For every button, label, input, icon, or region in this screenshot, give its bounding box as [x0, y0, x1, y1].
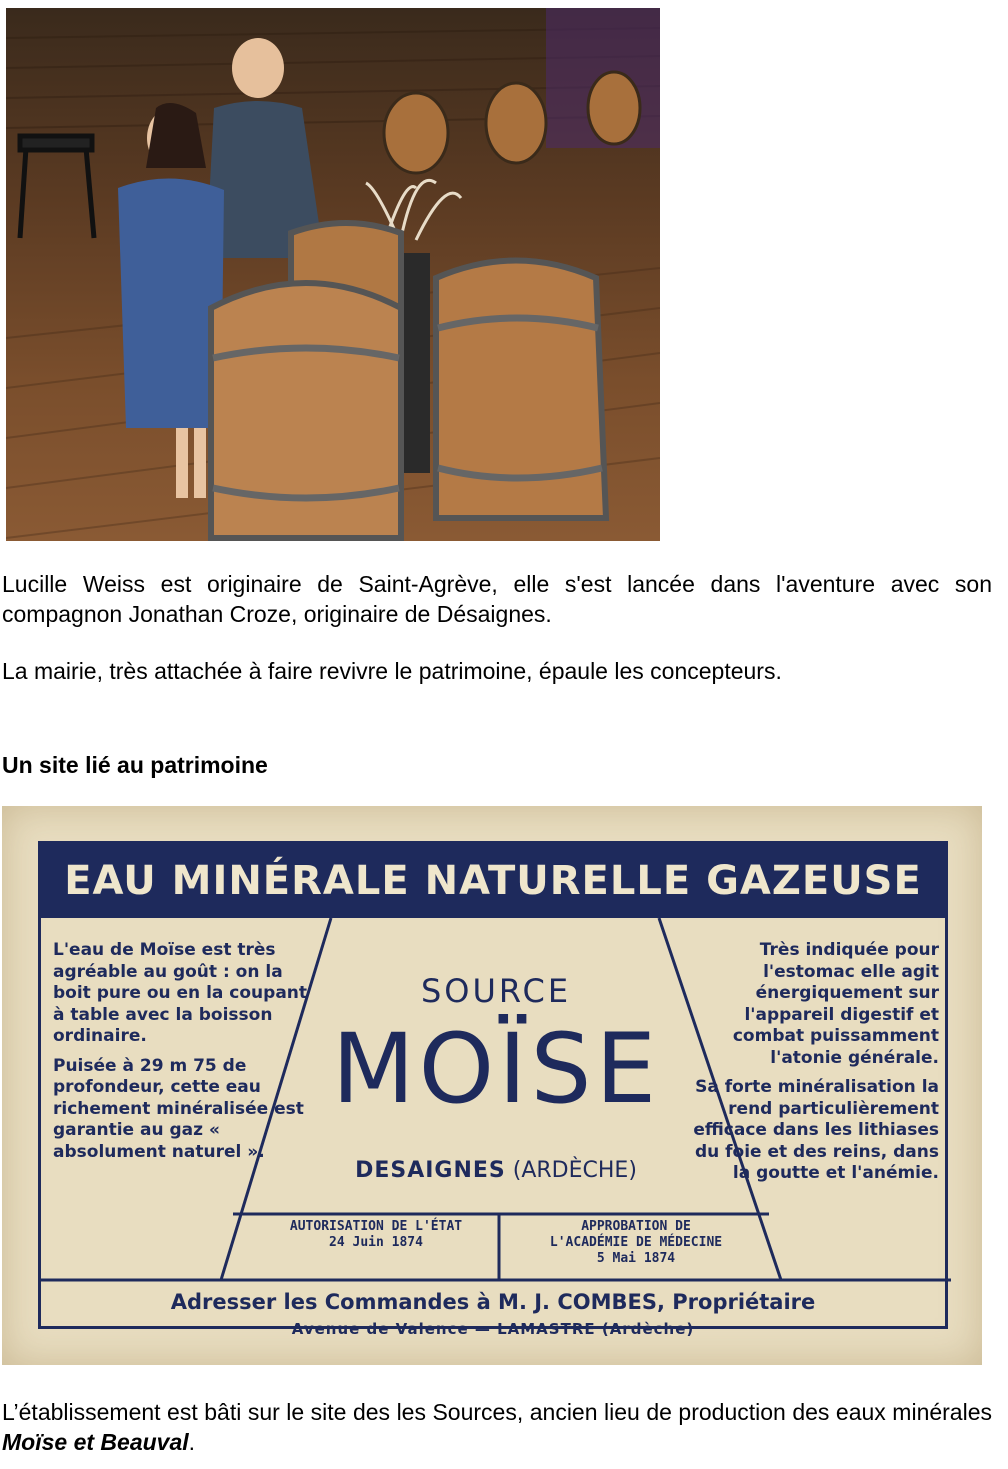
- establishment-text-bold: Moïse et Beauval: [2, 1429, 189, 1455]
- establishment-text-start: L’établissement est bâti sur le site des les Sources, ancien lieu de production des eaux minérales: [2, 1399, 992, 1425]
- label-town-name: DESAIGNES: [355, 1158, 506, 1183]
- label-left-para-1: L'eau de Moïse est très agréable au goût : on la boit pure ou en la coupant à table avec la boisson ordinaire.: [53, 940, 308, 1046]
- label-approbation: [511, 1219, 761, 1267]
- label-appr-line-2: L'ACADÉMIE DE MÉDECINE: [549, 1235, 723, 1250]
- photo-icon: [6, 8, 660, 541]
- label-source: SOURCE: [420, 972, 572, 1010]
- label-right-para-2: Sa forte minéralisation la rend particulièrement efficace dans les lithiases du foie et des reins, dans la goutte et l'anémie.: [693, 1077, 939, 1183]
- label-right-text: [677, 940, 939, 1193]
- label-authorisation: [251, 1219, 501, 1251]
- label-right-para-1: Très indiquée pour l'estomac elle agit énergiquement sur l'appareil digestif et combat puissamment l'atonie générale.: [732, 940, 939, 1068]
- section-heading: Un site lié au patrimoine: [2, 752, 268, 778]
- mairie-paragraph: La mairie, très attachée à faire revivre le patrimoine, épaule les concepteurs.: [2, 658, 782, 684]
- founders-photo: [6, 8, 660, 541]
- label-left-para-2: Puisée à 29 m 75 de profondeur, cette eau richement minéralisée est garantie au gaz « absolument naturel ».: [53, 1055, 304, 1162]
- label-address-line-1: Adresser les Commandes à M. J. COMBES, Propriétaire: [170, 1290, 816, 1314]
- establishment-text-end: .: [188, 1429, 196, 1455]
- label-frame: [38, 841, 948, 1338]
- label-auth-line-2: 24 Juin 1874: [329, 1235, 423, 1250]
- label-left-text: [53, 940, 308, 1171]
- label-town: [321, 1158, 671, 1183]
- intro-paragraph: Lucille Weiss est originaire de Saint-Agrève, elle s'est lancée dans l'aventure avec son compagnon Jonathan Croze, originaire de Désaignes.: [2, 571, 992, 627]
- label-address-line-2: Avenue de Valence — LAMASTRE (Ardèche): [291, 1320, 695, 1338]
- label-band-title: EAU MINÉRALE NATURELLE GAZEUSE: [41, 844, 945, 918]
- establishment-paragraph: [2, 1397, 992, 1457]
- label-moise: MOÏSE: [331, 1013, 661, 1125]
- label-region: (ARDÈCHE): [512, 1158, 637, 1183]
- moise-label-image: [2, 806, 982, 1365]
- label-auth-line-1: AUTORISATION DE L'ÉTAT: [289, 1219, 463, 1234]
- label-appr-line-3: 5 Mai 1874: [596, 1251, 676, 1266]
- label-appr-line-1: APPROBATION DE: [581, 1219, 691, 1234]
